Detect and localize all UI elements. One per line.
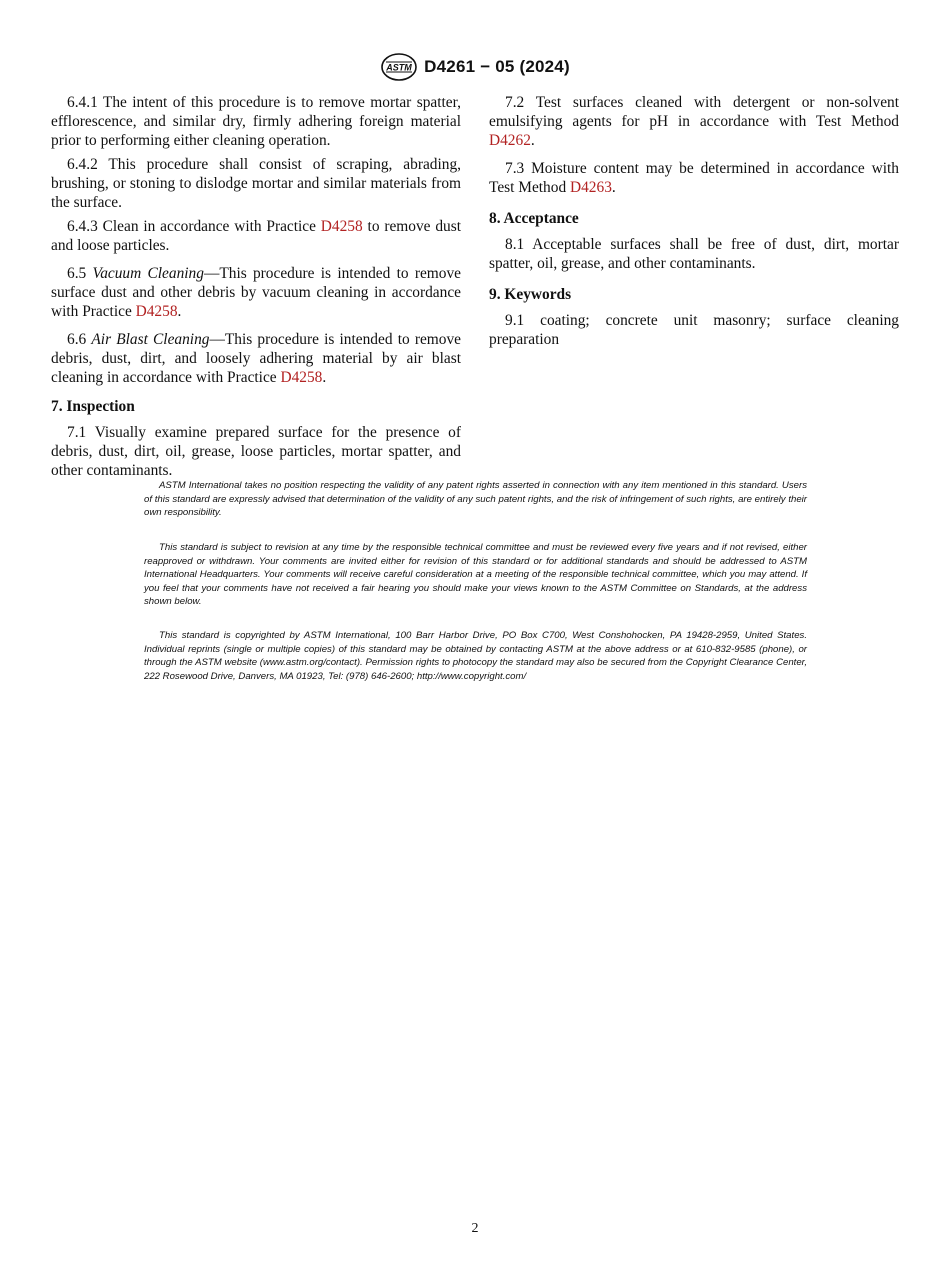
section-heading-inspection: 7. Inspection — [51, 398, 135, 415]
left-column — [51, 93, 461, 485]
patent-notice: ASTM International takes no position respecting the validity of any patent rights asserted in connection with any item mentioned in this standard. Users of this standard are expressly advised that determination of the validity of any such patent rights, and the risk of infringement of such rights, are entirely their own responsibility. — [144, 480, 807, 519]
paragraph-7-1: 7.1 Visually examine prepared surface for the presence of debris, dust, dirt, oil, grease, loose particles, mortar spatter, and other contaminants. — [51, 424, 461, 479]
right-column — [489, 93, 899, 354]
reference-link-d4258[interactable]: D4258 — [135, 303, 178, 320]
reference-link-d4262[interactable]: D4262 — [489, 132, 531, 149]
page-number: 2 — [471, 1221, 479, 1236]
reference-link-d4258[interactable]: D4258 — [280, 369, 323, 386]
air-blast-cleaning-title: Air Blast Cleaning — [91, 331, 210, 348]
document-designation: D4261 − 05 (2024) — [424, 57, 570, 76]
section-heading-keywords: 9. Keywords — [489, 286, 572, 303]
paragraph-9-1: 9.1 coating; concrete unit masonry; surface cleaning preparation — [489, 312, 899, 348]
paragraph-6-4-3: 6.4.3 Clean in accordance with Practice D4258 to remove dust and loose particles. — [51, 218, 461, 254]
section-heading-acceptance: 8. Acceptance — [489, 210, 579, 227]
reference-link-d4263[interactable]: D4263 — [570, 179, 612, 196]
paragraph-6-5: 6.5 Vacuum Cleaning—This procedure is intended to remove surface dust and other debris by vacuum cleaning in accordance with Practice D4258. — [51, 265, 461, 320]
copyright-notice: This standard is copyrighted by ASTM International, 100 Barr Harbor Drive, PO Box C700, West Conshohocken, PA 19428-2959, United States. Individual reprints (single or multiple copies) of this standard may be obtained by contacting ASTM at the above address or at 610-832-9585 (phone), or through the ASTM website (www.astm.org/contact). Permission rights to photocopy the standard may also be secured from the Copyright Clearance Center, 222 Rosewood Drive, Danvers, MA 01923, Tel: (978) 646-2600; http://www.copyright.com/ — [144, 630, 807, 682]
paragraph-8-1: 8.1 Acceptable surfaces shall be free of dust, dirt, mortar spatter, oil, grease, and other contaminants. — [489, 236, 899, 272]
astm-logo — [380, 52, 418, 82]
paragraph-6-4-2: 6.4.2 This procedure shall consist of scraping, abrading, brushing, or stoning to dislodge mortar and similar materials from the surface. — [51, 156, 461, 211]
reference-link-d4258[interactable]: D4258 — [320, 218, 363, 235]
logo-text: ASTM — [386, 62, 412, 73]
paragraph-6-6: 6.6 Air Blast Cleaning—This procedure is intended to remove debris, dust, dirt, and loosely adhering material by air blast cleaning in accordance with Practice D4258. — [51, 331, 461, 386]
vacuum-cleaning-title: Vacuum Cleaning — [92, 265, 204, 282]
page-header — [0, 52, 950, 87]
paragraph-7-3: 7.3 Moisture content may be determined in accordance with Test Method D4263. — [489, 160, 899, 196]
paragraph-7-2: 7.2 Test surfaces cleaned with detergent or non-solvent emulsifying agents for pH in accordance with Test Method D4262. — [489, 94, 899, 149]
revision-notice: This standard is subject to revision at any time by the responsible technical committee and must be reviewed every five years and if not revised, either reapproved or withdrawn. Your comments are invited either for revision of this standard or for additional standards and should be addressed to ASTM International Headquarters. Your comments will receive careful consideration at a meeting of the responsible technical committee, which you may attend. If you feel that your comments have not received a fair hearing you should make your views known to the ASTM Committee on Standards, at the address shown below. — [144, 542, 807, 608]
paragraph-6-4-1: 6.4.1 The intent of this procedure is to remove mortar spatter, efflorescence, and similar dry, firmly adhering foreign material prior to performing either cleaning operation. — [51, 94, 461, 149]
